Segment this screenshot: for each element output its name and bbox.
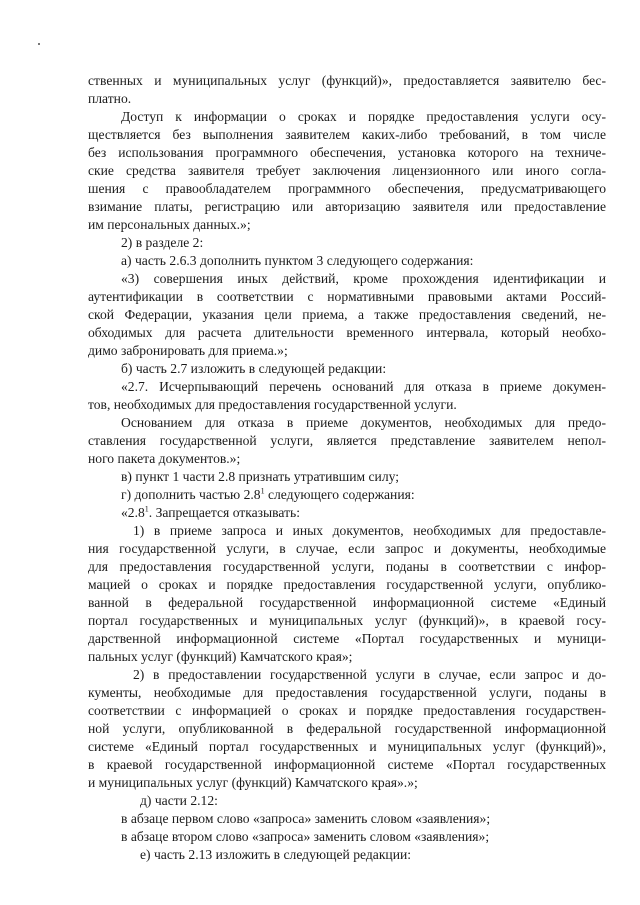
text-line: платно. xyxy=(88,91,132,106)
text-line: ставления государственной услуги, является представление заявителем непол- xyxy=(88,433,606,448)
text-line: им персональных данных.»; xyxy=(88,217,251,232)
text-line: обходимых для расчета длительности временного интервала, который необхо- xyxy=(88,325,606,340)
text-line: дарственной информационной системе «Портал государственных и муници- xyxy=(88,631,606,646)
text-line: и муниципальных услуг (функций) Камчатского края».»; xyxy=(88,775,418,790)
scan-speck xyxy=(38,43,40,45)
text-line: 2) в предоставлении государственной услуги в случае, если запрос и до- xyxy=(133,667,606,682)
text-line: в краевой государственной информационной системе «Портал государственных xyxy=(88,757,606,772)
text-line: портал государственных и муниципальных услуг (функций)», в краевой госу- xyxy=(88,613,606,628)
text-line: ного пакета документов.»; xyxy=(88,451,241,466)
text-fragment: . Запрещается отказывать: xyxy=(148,505,301,520)
superscript: 1 xyxy=(144,504,149,514)
text-fragment: следующего содержания: xyxy=(264,487,415,502)
text-fragment: «2.8 xyxy=(121,505,145,520)
text-line xyxy=(121,486,606,504)
text-line: ществляется без выполнения заявителем каких-либо требований, в том числе xyxy=(88,127,606,142)
text-line: в) пункт 1 части 2.8 признать утратившим силу; xyxy=(121,469,400,484)
text-line: Основанием для отказа в приеме документов, необходимых для предо- xyxy=(121,415,606,430)
superscript: 1 xyxy=(260,486,265,496)
text-line: а) часть 2.6.3 дополнить пунктом 3 следующего содержания: xyxy=(121,253,474,268)
text-line: ной услуги, опубликованной в федеральной государственной информационной xyxy=(88,721,606,736)
text-line: соответствии с информацией о сроках и порядке предоставления государствен- xyxy=(88,703,606,718)
text-line: д) части 2.12: xyxy=(140,793,218,808)
text-line: «3) совершения иных действий, кроме прохождения идентификации и xyxy=(121,271,606,286)
text-line: ской Федерации, указания цели приема, а также предоставления сведений, не- xyxy=(88,307,606,322)
text-line: взимание платы, регистрацию или авторизацию заявителя или предоставление xyxy=(88,199,606,214)
text-line: шения с правообладателем программного обеспечения, предусматривающего xyxy=(88,181,606,196)
text-line: в абзаце втором слово «запроса» заменить словом «заявления»; xyxy=(121,829,490,844)
text-line: е) часть 2.13 изложить в следующей редакции: xyxy=(140,847,412,862)
text-line: ственных и муниципальных услуг (функций)», предоставляется заявителю бес- xyxy=(88,73,606,88)
text-line: тов, необходимых для предоставления государственной услуги. xyxy=(88,397,457,412)
text-line: 1) в приеме запроса и иных документов, необходимых для предоставле- xyxy=(133,523,606,538)
text-line xyxy=(121,504,606,522)
text-line: для предоставления государственной услуги, поданы в соответствии с инфор- xyxy=(88,559,606,574)
text-line: аутентификации в соответствии с нормативными правовыми актами Россий- xyxy=(88,289,606,304)
text-line: без использования программного обеспечения, установка которого на техниче- xyxy=(88,145,606,160)
text-line: мацией о сроках и порядке предоставления государственной услуги, опублико- xyxy=(88,577,606,592)
text-line: димо забронировать для приема.»; xyxy=(88,343,288,358)
text-line: системе «Единый портал государственных и муниципальных услуг (функций)», xyxy=(88,739,606,754)
text-line: б) часть 2.7 изложить в следующей редакции: xyxy=(121,361,387,376)
text-line: ские средства заявителя требует заключения лицензионного или иного согла- xyxy=(88,163,606,178)
text-fragment: г) дополнить частью 2.8 xyxy=(121,487,261,502)
text-line: в абзаце первом слово «запроса» заменить словом «заявления»; xyxy=(121,811,491,826)
text-line: кументы, необходимые для предоставления государственной услуги, поданы в xyxy=(88,685,606,700)
text-line: Доступ к информации о сроках и порядке предоставления услуги осу- xyxy=(121,109,606,124)
text-line: ванной в федеральной государственной информационной системе «Единый xyxy=(88,595,606,610)
text-line: 2) в разделе 2: xyxy=(121,235,204,250)
text-line: пальных услуг (функций) Камчатского края»; xyxy=(88,649,353,664)
text-line: «2.7. Исчерпывающий перечень оснований для отказа в приеме докумен- xyxy=(121,379,606,394)
text-line: ния государственной услуги, в случае, если запрос и документы, необходимые xyxy=(88,541,606,556)
